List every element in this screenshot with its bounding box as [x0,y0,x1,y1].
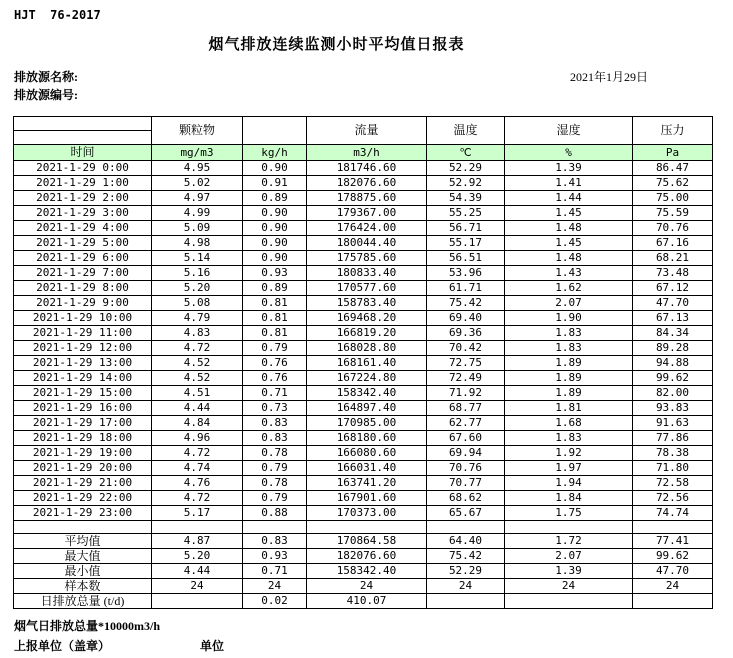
value-cell: 5.14 [152,251,243,266]
value-cell: 5.17 [152,506,243,521]
value-cell: 4.76 [152,476,243,491]
value-cell: 0.91 [243,176,307,191]
value-cell: 52.29 [427,161,505,176]
value-cell [633,594,713,609]
value-cell: 67.60 [427,431,505,446]
header-humidity: 湿度 [505,117,633,145]
summary-row [14,534,713,549]
value-cell: 24 [243,579,307,594]
value-cell: 69.36 [427,326,505,341]
unit-percent: % [505,145,633,161]
header-particulate: 颗粒物 [152,117,243,145]
value-cell: 67.13 [633,311,713,326]
value-cell: 86.47 [633,161,713,176]
value-cell: 4.44 [152,401,243,416]
value-cell: 70.42 [427,341,505,356]
value-cell: 52.29 [427,564,505,579]
value-cell: 1.89 [505,371,633,386]
value-cell: 1.62 [505,281,633,296]
row-label-cell: 2021-1-29 8:00 [14,281,152,296]
value-cell: 4.84 [152,416,243,431]
header-group-row [14,117,713,131]
row-label-cell: 2021-1-29 4:00 [14,221,152,236]
value-cell: 74.74 [633,506,713,521]
value-cell: 0.71 [243,386,307,401]
value-cell: 1.92 [505,446,633,461]
value-cell: 75.42 [427,549,505,564]
value-cell: 62.77 [427,416,505,431]
value-cell: 2.07 [505,549,633,564]
value-cell: 69.40 [427,311,505,326]
value-cell: 71.80 [633,461,713,476]
empty-cell [152,521,243,534]
value-cell: 168180.60 [307,431,427,446]
value-cell: 0.81 [243,296,307,311]
value-cell: 5.20 [152,549,243,564]
value-cell: 78.38 [633,446,713,461]
value-cell: 170373.00 [307,506,427,521]
value-cell: 52.92 [427,176,505,191]
value-cell: 1.84 [505,491,633,506]
table-row [14,221,713,236]
value-cell: 72.58 [633,476,713,491]
value-cell: 0.79 [243,461,307,476]
value-cell: 24 [505,579,633,594]
value-cell: 0.83 [243,534,307,549]
value-cell: 4.44 [152,564,243,579]
value-cell: 1.83 [505,326,633,341]
value-cell: 94.88 [633,356,713,371]
report-date: 2021年1月29日 [570,70,649,84]
value-cell: 75.59 [633,206,713,221]
value-cell: 68.21 [633,251,713,266]
value-cell: 176424.00 [307,221,427,236]
flue-gas-total-note: 烟气日排放总量*10000m3/h [14,619,161,633]
value-cell: 4.79 [152,311,243,326]
value-cell: 168161.40 [307,356,427,371]
value-cell: 65.67 [427,506,505,521]
value-cell: 182076.60 [307,176,427,191]
table-row [14,401,713,416]
value-cell: 167224.80 [307,371,427,386]
value-cell: 1.48 [505,221,633,236]
value-cell: 1.68 [505,416,633,431]
value-cell: 1.75 [505,506,633,521]
table-row [14,431,713,446]
value-cell: 5.20 [152,281,243,296]
value-cell: 4.83 [152,326,243,341]
summary-row [14,564,713,579]
value-cell: 0.81 [243,326,307,341]
value-cell: 5.16 [152,266,243,281]
value-cell: 158342.40 [307,386,427,401]
value-cell: 0.93 [243,266,307,281]
unit-kg-h: kg/h [243,145,307,161]
value-cell: 47.70 [633,296,713,311]
header-units-row [14,145,713,161]
value-cell: 77.86 [633,431,713,446]
value-cell: 1.72 [505,534,633,549]
value-cell: 4.98 [152,236,243,251]
row-label-cell: 2021-1-29 17:00 [14,416,152,431]
value-cell: 24 [427,579,505,594]
value-cell: 0.83 [243,416,307,431]
empty-cell [14,521,152,534]
row-label-cell: 最大值 [14,549,152,564]
value-cell: 1.90 [505,311,633,326]
unit-pa: Pa [633,145,713,161]
table-row [14,446,713,461]
value-cell: 5.09 [152,221,243,236]
row-label-cell: 日排放总量 (t/d) [14,594,152,609]
value-cell: 69.94 [427,446,505,461]
summary-rows [14,534,713,609]
value-cell: 0.79 [243,491,307,506]
value-cell: 0.88 [243,506,307,521]
table-row [14,461,713,476]
value-cell: 180833.40 [307,266,427,281]
value-cell: 163741.20 [307,476,427,491]
value-cell: 75.62 [633,176,713,191]
row-label-cell: 2021-1-29 0:00 [14,161,152,176]
value-cell: 0.78 [243,476,307,491]
value-cell: 1.44 [505,191,633,206]
value-cell: 75.42 [427,296,505,311]
value-cell [505,594,633,609]
value-cell: 158342.40 [307,564,427,579]
value-cell: 73.48 [633,266,713,281]
value-cell: 70.76 [633,221,713,236]
value-cell: 54.39 [427,191,505,206]
value-cell: 64.40 [427,534,505,549]
header-pressure: 压力 [633,117,713,145]
spacer-section [14,521,713,534]
value-cell [427,594,505,609]
table-row [14,356,713,371]
hourly-report-table [13,116,713,609]
table-row [14,311,713,326]
value-cell: 4.95 [152,161,243,176]
table-row [14,266,713,281]
value-cell: 0.81 [243,311,307,326]
value-cell: 0.79 [243,341,307,356]
header-empty-cell-bottom [14,131,152,145]
value-cell: 68.62 [427,491,505,506]
table-row [14,386,713,401]
value-cell: 0.89 [243,281,307,296]
value-cell: 55.25 [427,206,505,221]
value-cell: 178875.60 [307,191,427,206]
table-row [14,176,713,191]
value-cell: 182076.60 [307,549,427,564]
value-cell: 179367.00 [307,206,427,221]
value-cell: 4.72 [152,446,243,461]
value-cell: 47.70 [633,564,713,579]
row-label-cell: 2021-1-29 22:00 [14,491,152,506]
value-cell: 166819.20 [307,326,427,341]
hour-rows [14,161,713,521]
emission-source-name-label: 排放源名称: [14,70,78,84]
empty-cell [633,521,713,534]
value-cell: 1.83 [505,431,633,446]
value-cell: 0.78 [243,446,307,461]
value-cell: 410.07 [307,594,427,609]
table-row [14,161,713,176]
value-cell: 67.12 [633,281,713,296]
row-label-cell: 2021-1-29 12:00 [14,341,152,356]
value-cell: 1.89 [505,386,633,401]
unit-m3-h: m3/h [307,145,427,161]
value-cell: 4.52 [152,371,243,386]
table-row [14,326,713,341]
page-title: 烟气排放连续监测小时平均值日报表 [208,37,465,53]
row-label-cell: 2021-1-29 19:00 [14,446,152,461]
row-label-cell: 2021-1-29 3:00 [14,206,152,221]
header-empty-cell [243,117,307,145]
empty-cell [307,521,427,534]
row-label-cell: 平均值 [14,534,152,549]
table-row [14,341,713,356]
value-cell: 61.71 [427,281,505,296]
value-cell: 56.71 [427,221,505,236]
value-cell: 0.90 [243,236,307,251]
value-cell: 0.90 [243,221,307,236]
table-row [14,206,713,221]
value-cell: 77.41 [633,534,713,549]
row-label-cell: 2021-1-29 21:00 [14,476,152,491]
header-flow: 流量 [307,117,427,145]
row-label-cell: 2021-1-29 23:00 [14,506,152,521]
row-label-cell: 2021-1-29 7:00 [14,266,152,281]
row-label-cell: 2021-1-29 15:00 [14,386,152,401]
row-label-cell: 2021-1-29 5:00 [14,236,152,251]
table-row [14,416,713,431]
value-cell: 0.90 [243,206,307,221]
report-unit-seal-label: 上报单位（盖章） [14,639,111,653]
value-cell: 4.99 [152,206,243,221]
value-cell: 1.41 [505,176,633,191]
spacer-row [14,521,713,534]
value-cell: 180044.40 [307,236,427,251]
value-cell: 167901.60 [307,491,427,506]
row-label-cell: 2021-1-29 16:00 [14,401,152,416]
table-row [14,476,713,491]
value-cell: 4.96 [152,431,243,446]
value-cell: 4.97 [152,191,243,206]
value-cell: 1.89 [505,356,633,371]
row-label-cell: 2021-1-29 10:00 [14,311,152,326]
emission-source-code-label: 排放源编号: [14,88,78,102]
value-cell: 70.76 [427,461,505,476]
value-cell: 72.49 [427,371,505,386]
value-cell: 99.62 [633,549,713,564]
value-cell: 4.72 [152,491,243,506]
value-cell: 24 [307,579,427,594]
value-cell: 166031.40 [307,461,427,476]
value-cell: 89.28 [633,341,713,356]
value-cell: 70.77 [427,476,505,491]
value-cell: 1.83 [505,341,633,356]
value-cell: 5.08 [152,296,243,311]
value-cell: 0.83 [243,431,307,446]
row-label-cell: 2021-1-29 11:00 [14,326,152,341]
header-empty-cell-top [14,117,152,131]
value-cell: 4.52 [152,356,243,371]
value-cell: 71.92 [427,386,505,401]
value-cell: 1.81 [505,401,633,416]
value-cell: 166080.60 [307,446,427,461]
table-header [14,117,713,161]
value-cell: 1.43 [505,266,633,281]
table-row [14,371,713,386]
row-label-cell: 最小值 [14,564,152,579]
row-label-cell: 2021-1-29 6:00 [14,251,152,266]
value-cell: 169468.20 [307,311,427,326]
row-label-cell: 2021-1-29 18:00 [14,431,152,446]
value-cell: 91.63 [633,416,713,431]
table-row [14,506,713,521]
value-cell: 2.07 [505,296,633,311]
value-cell: 170577.60 [307,281,427,296]
value-cell: 0.76 [243,356,307,371]
row-label-cell: 2021-1-29 9:00 [14,296,152,311]
value-cell: 72.56 [633,491,713,506]
row-label-cell: 样本数 [14,579,152,594]
value-cell: 53.96 [427,266,505,281]
value-cell: 181746.60 [307,161,427,176]
summary-row [14,579,713,594]
unit-label: 单位 [200,639,225,653]
summary-row [14,549,713,564]
unit-mg-m3: mg/m3 [152,145,243,161]
value-cell: 0.71 [243,564,307,579]
value-cell: 1.48 [505,251,633,266]
table-row [14,491,713,506]
value-cell: 99.62 [633,371,713,386]
value-cell: 0.90 [243,251,307,266]
value-cell: 164897.40 [307,401,427,416]
row-label-cell: 2021-1-29 1:00 [14,176,152,191]
value-cell: 72.75 [427,356,505,371]
row-label-cell: 2021-1-29 14:00 [14,371,152,386]
value-cell: 4.51 [152,386,243,401]
summary-row [14,594,713,609]
value-cell: 82.00 [633,386,713,401]
row-label-cell: 2021-1-29 2:00 [14,191,152,206]
empty-cell [505,521,633,534]
value-cell: 170985.00 [307,416,427,431]
header-temperature: 温度 [427,117,505,145]
value-cell [152,594,243,609]
table-row [14,236,713,251]
value-cell: 170864.58 [307,534,427,549]
value-cell: 1.45 [505,206,633,221]
value-cell: 68.77 [427,401,505,416]
value-cell: 4.87 [152,534,243,549]
table-row [14,281,713,296]
value-cell: 1.94 [505,476,633,491]
value-cell: 1.45 [505,236,633,251]
value-cell: 93.83 [633,401,713,416]
value-cell: 0.89 [243,191,307,206]
value-cell: 0.73 [243,401,307,416]
value-cell: 0.93 [243,549,307,564]
table-row [14,251,713,266]
value-cell: 0.76 [243,371,307,386]
unit-celsius: ℃ [427,145,505,161]
value-cell: 175785.60 [307,251,427,266]
value-cell: 1.39 [505,161,633,176]
value-cell: 24 [152,579,243,594]
row-label-cell: 2021-1-29 20:00 [14,461,152,476]
value-cell: 55.17 [427,236,505,251]
value-cell: 84.34 [633,326,713,341]
table-row [14,296,713,311]
row-label-cell: 2021-1-29 13:00 [14,356,152,371]
value-cell: 1.97 [505,461,633,476]
value-cell: 168028.80 [307,341,427,356]
empty-cell [243,521,307,534]
value-cell: 4.72 [152,341,243,356]
value-cell: 24 [633,579,713,594]
empty-cell [427,521,505,534]
table-row [14,191,713,206]
value-cell: 0.02 [243,594,307,609]
value-cell: 67.16 [633,236,713,251]
value-cell: 56.51 [427,251,505,266]
standard-code: HJT 76-2017 [14,8,101,22]
header-time: 时间 [14,145,152,161]
value-cell: 158783.40 [307,296,427,311]
value-cell: 4.74 [152,461,243,476]
value-cell: 1.39 [505,564,633,579]
value-cell: 75.00 [633,191,713,206]
value-cell: 0.90 [243,161,307,176]
value-cell: 5.02 [152,176,243,191]
